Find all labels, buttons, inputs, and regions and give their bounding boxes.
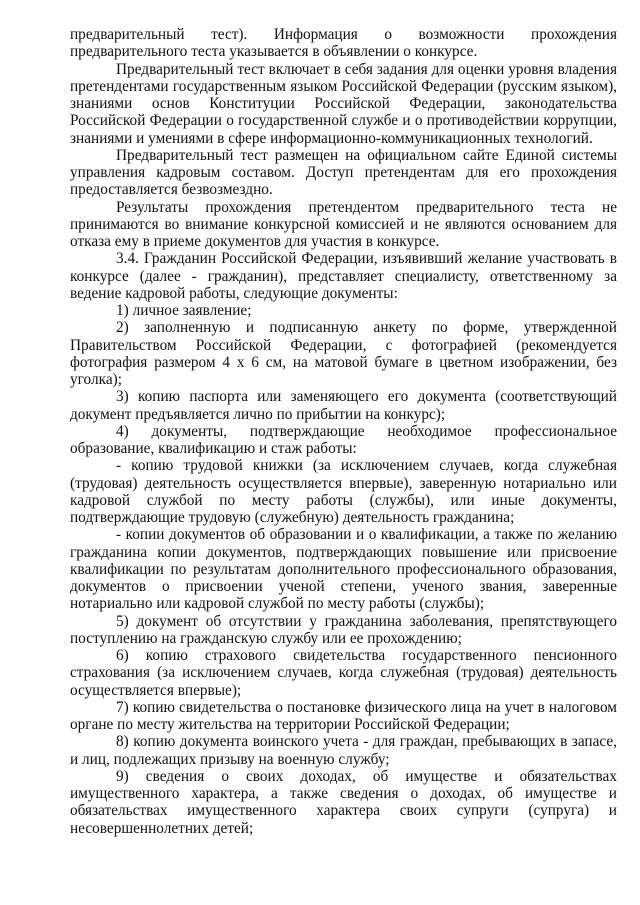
list-item-4: 4) документы, подтверждающие необходимое профессиональное образование, квалификацию и стаж работы: [70, 422, 617, 457]
paragraph-continuation: предварительный тест). Информация о возможности прохождения предварительного теста указывается в объявлении о конкурсе. [70, 26, 617, 61]
list-item-2: 2) заполненную и подписанную анкету по форме, утвержденной Правительством Российской Федерации, с фотографией (рекомендуется фотография размером 4 х 6 см, на матовой бумаге в цветном изображении, без уголка); [70, 319, 617, 388]
paragraph-test-placement: Предварительный тест размещен на официальном сайте Единой системы управления кадровым составом. Доступ претендентам для его прохождения предоставляется безвозмездно. [70, 146, 617, 199]
paragraph-test-content: Предварительный тест включает в себя задания для оценки уровня владения претендентами государственным языком Российской Федерации (русским языком), знаниями основ Конституции Российской Федерации, законодательства Российской Федерации о государственной службе и о противодействии коррупции, знаниями и умениями в сфере информационно-коммуникационных технологий. [70, 60, 617, 147]
paragraph-test-results: Результаты прохождения претендентом предварительного теста не принимаются во внимание конкурсной комиссией и не являются основанием для отказа ему в приеме документов для участия в конкурсе. [70, 198, 617, 250]
list-item-6: 6) копию страхового свидетельства государственного пенсионного страхования (за исключением случаев, когда служебная (трудовая) деятельность осуществляется впервые); [70, 647, 617, 699]
list-item-5: 5) документ об отсутствии у гражданина заболевания, препятствующего поступлению на гражданскую службу или ее прохождению; [70, 612, 617, 647]
list-item-7: 7) копию свидетельства о постановке физического лица на учет в налоговом органе по месту жительства на территории Российской Федерации; [70, 698, 617, 733]
list-subitem-work-book: - копию трудовой книжки (за исключением случаев, когда служебная (трудовая) деятельность осуществляется впервые), заверенную нотариально или кадровой службой по месту работы (службы), или иные документы, подтверждающие трудовую (служебную) деятельность гражданина; [70, 457, 617, 526]
list-item-1: 1) личное заявление; [116, 302, 252, 319]
list-subitem-education: - копии документов об образовании и о квалификации, а также по желанию гражданина копии документов, подтверждающих повышение или присвоение квалификации по результатам дополнительного профессионального образования, документов о присвоении ученой степени, ученого звания, заверенные нотариально или кадровой службой по месту работы (службы); [70, 526, 617, 613]
document-body [70, 26, 617, 837]
list-item-3: 3) копию паспорта или заменяющего его документа (соответствующий документ предъявляется лично по прибытии на конкурс); [70, 388, 617, 423]
paragraph-section-3-4: 3.4. Гражданин Российской Федерации, изъявивший желание участвовать в конкурсе (далее - гражданин), представляет специалисту, ответственному за ведение кадровой работы, следующие документы: [70, 250, 617, 302]
list-item-8: 8) копию документа воинского учета - для граждан, пребывающих в запасе, и лиц, подлежащих призыву на военную службу; [70, 733, 617, 768]
list-item-9: 9) сведения о своих доходах, об имуществе и обязательствах имущественного характера, а также сведения о доходах, об имуществе и обязательствах имущественного характера своих супруги (супруга) и несовершеннолетних детей; [70, 767, 617, 837]
